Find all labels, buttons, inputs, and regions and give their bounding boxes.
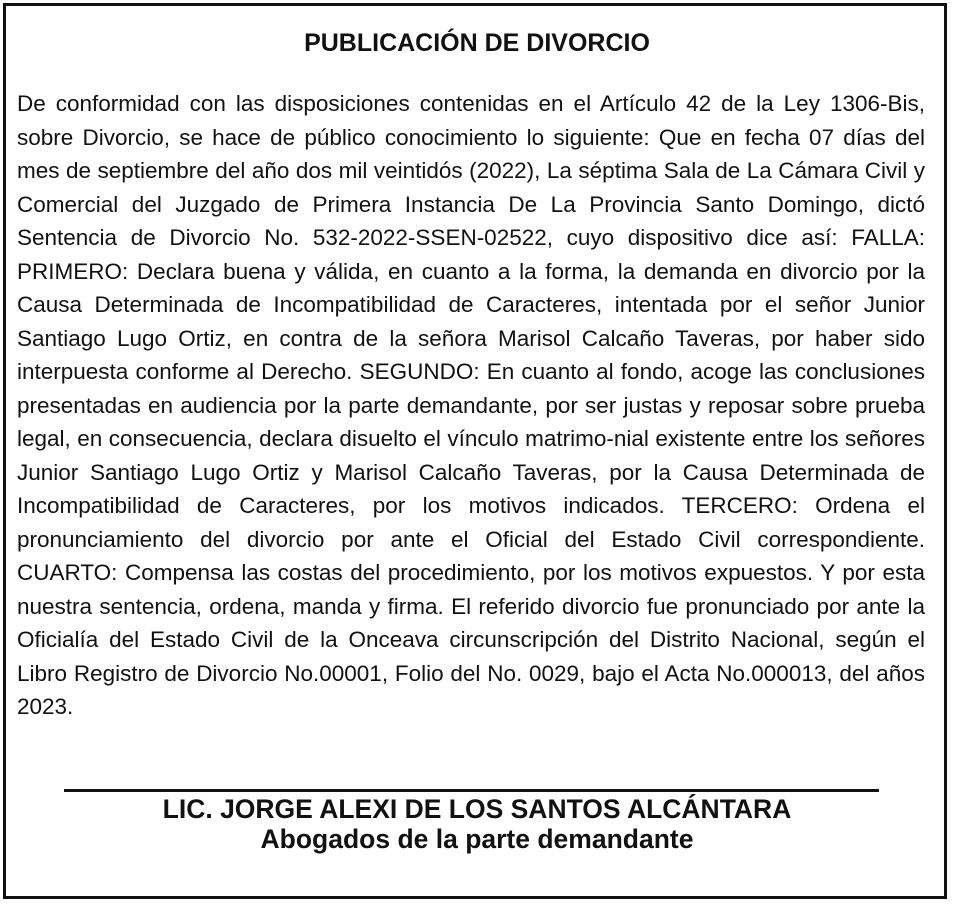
notice-title: PUBLICACIÓN DE DIVORCIO: [304, 29, 650, 57]
signatory-name: LIC. JORGE ALEXI DE LOS SANTOS ALCÁNTARA: [162, 794, 792, 824]
notice-body: De conformidad con las disposiciones contenidas en el Artículo 42 de la Ley 1306-Bis, sobre Divorcio, se hace de público conocimiento lo siguiente: Que en fecha 07 días del mes de septiembre del año dos mil veintidós (2022), La séptima Sala de La Cámara Civil y Comercial del Juzgado de Primera Instancia De La Provincia Santo Domingo, dictó Sentencia de Divorcio No. 532-2022-SSEN-02522, cuyo dispositivo dice así: FALLA: PRIMERO: Declara buena y válida, en cuanto a la forma, la demanda en divorcio por la Causa Determinada de Incompatibilidad de Caracteres, intentada por el señor Junior Santiago Lugo Ortiz, en contra de la señora Marisol Calcaño Taveras, por haber sido interpuesta conforme al Derecho. SEGUNDO: En cuanto al fondo, acoge las conclusiones presentadas en audiencia por la parte demandante, por ser justas y reposar sobre prueba legal, en consecuencia, declara disuelto el vínculo matrimo-nial existente entre los señores Junior Santiago Lugo Ortiz y Marisol Calcaño Taveras, por la Causa Determinada de Incompatibilidad de Caracteres, por los motivos indicados. TERCERO: Ordena el pronunciamiento del divorcio por ante el Oficial del Estado Civil correspondiente. CUARTO: Compensa las costas del procedimiento, por los motivos expuestos. Y por esta nuestra sentencia, ordena, manda y firma. El referido divorcio fue pronunciado por ante la Oficialía del Estado Civil de la Onceava circunscripción del Distrito Nacional, según el Libro Registro de Divorcio No.00001, Folio del No. 0029, bajo el Acta No.000013, del años 2023.: [17, 91, 925, 719]
signatory-role: Abogados de la parte demandante: [260, 824, 694, 854]
signature-line: [64, 789, 879, 792]
